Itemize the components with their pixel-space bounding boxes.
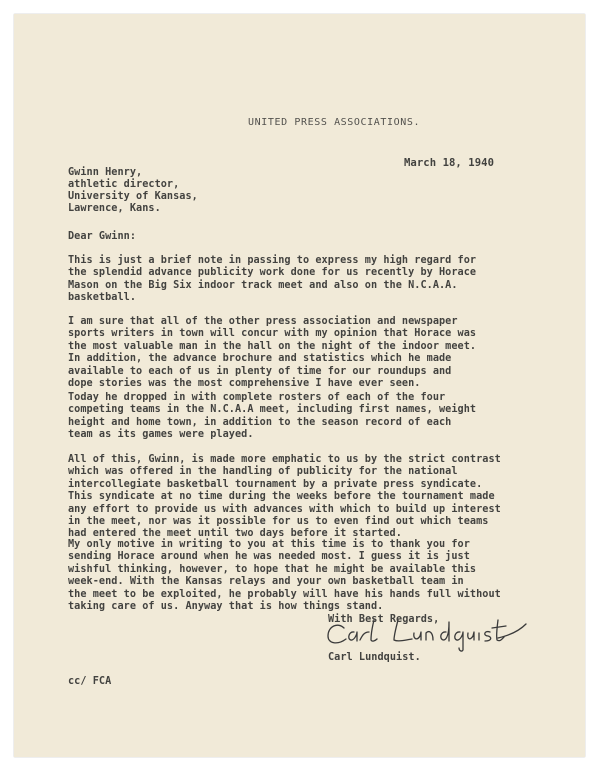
- paragraph-line: sending Horace around when he was needed most. I guess it is just: [68, 551, 470, 563]
- salutation: Dear Gwinn:: [68, 231, 137, 242]
- paragraph-line: sports writers in town will concur with my opinion that Horace was: [68, 328, 477, 340]
- paragraph-5: [68, 539, 501, 613]
- paragraph-line: My only motive in writing to you at this time is to thank you for: [68, 539, 470, 550]
- paragraph-line: This syndicate at no time during the weeks before the tournament made: [68, 491, 495, 503]
- paragraph-line: intercollegiate basketball tournament by a private press syndicate.: [68, 478, 483, 490]
- paragraph-2: [68, 316, 476, 390]
- letter-date: March 18, 1940: [404, 157, 494, 169]
- paragraph-line: This is just a brief note in passing to express my high regard for: [68, 255, 477, 266]
- paragraph-line: wishful thinking, however, to hope that he might be available this: [68, 563, 477, 575]
- paragraph-line: In addition, the advance brochure and statistics which he made: [68, 353, 452, 365]
- paragraph-line: dope stories was the most comprehensive I have ever seen.: [68, 377, 421, 389]
- carbon-copy-line: cc/ FCA: [68, 676, 112, 687]
- paragraph-line: competing teams in the N.C.A.A meet, including first names, weight: [68, 404, 477, 416]
- paragraph-line: All of this, Gwinn, is made more emphatic to us by the strict contrast: [68, 454, 501, 465]
- paragraph-line: basketball.: [68, 292, 137, 304]
- paragraph-line: week-end. With the Kansas relays and your own basketball team in: [68, 576, 464, 588]
- address-line: Lawrence, Kans.: [68, 203, 161, 214]
- paragraph-1: [68, 255, 476, 305]
- paragraph-line: Today he dropped in with complete rosters of each of the four: [68, 392, 446, 403]
- paragraph-line: team as its games were played.: [68, 429, 254, 441]
- paragraph-3: [68, 392, 476, 442]
- typed-signature-name: Carl Lundquist.: [328, 652, 421, 663]
- address-line: University of Kansas,: [68, 191, 198, 202]
- paragraph-line: available to each of us in plenty of time for our roundups and: [68, 365, 452, 377]
- address-line: Gwinn Henry,: [68, 167, 143, 178]
- paragraph-line: Mason on the Big Six indoor track meet and also on the N.C.A.A.: [68, 279, 458, 291]
- address-line: athletic director,: [68, 179, 180, 190]
- handwritten-signature: [322, 614, 532, 654]
- paragraph-line: I am sure that all of the other press association and newspaper: [68, 316, 458, 327]
- paragraph-line: any effort to provide us with advances with which to build up interest: [68, 503, 501, 515]
- paragraph-line: which was offered in the handling of publicity for the national: [68, 466, 458, 478]
- paragraph-line: taking care of us. Anyway that is how things stand.: [68, 600, 384, 612]
- letterhead: UNITED PRESS ASSOCIATIONS.: [248, 117, 421, 128]
- paragraph-line: the splendid advance publicity work done for us recently by Horace: [68, 267, 477, 279]
- paragraph-line: had entered the meet until two days before it started.: [68, 528, 402, 540]
- recipient-address: [68, 167, 198, 215]
- paragraph-4: [68, 454, 501, 541]
- paragraph-line: height and home town, in addition to the season record of each: [68, 416, 452, 428]
- paragraph-line: the meet to be exploited, he probably will have his hands full without: [68, 588, 501, 600]
- paragraph-line: in the meet, nor was it possible for us to even find out which teams: [68, 515, 489, 527]
- paragraph-line: the most valuable man in the hall on the night of the indoor meet.: [68, 340, 477, 352]
- closing: With Best Regards,: [328, 614, 440, 625]
